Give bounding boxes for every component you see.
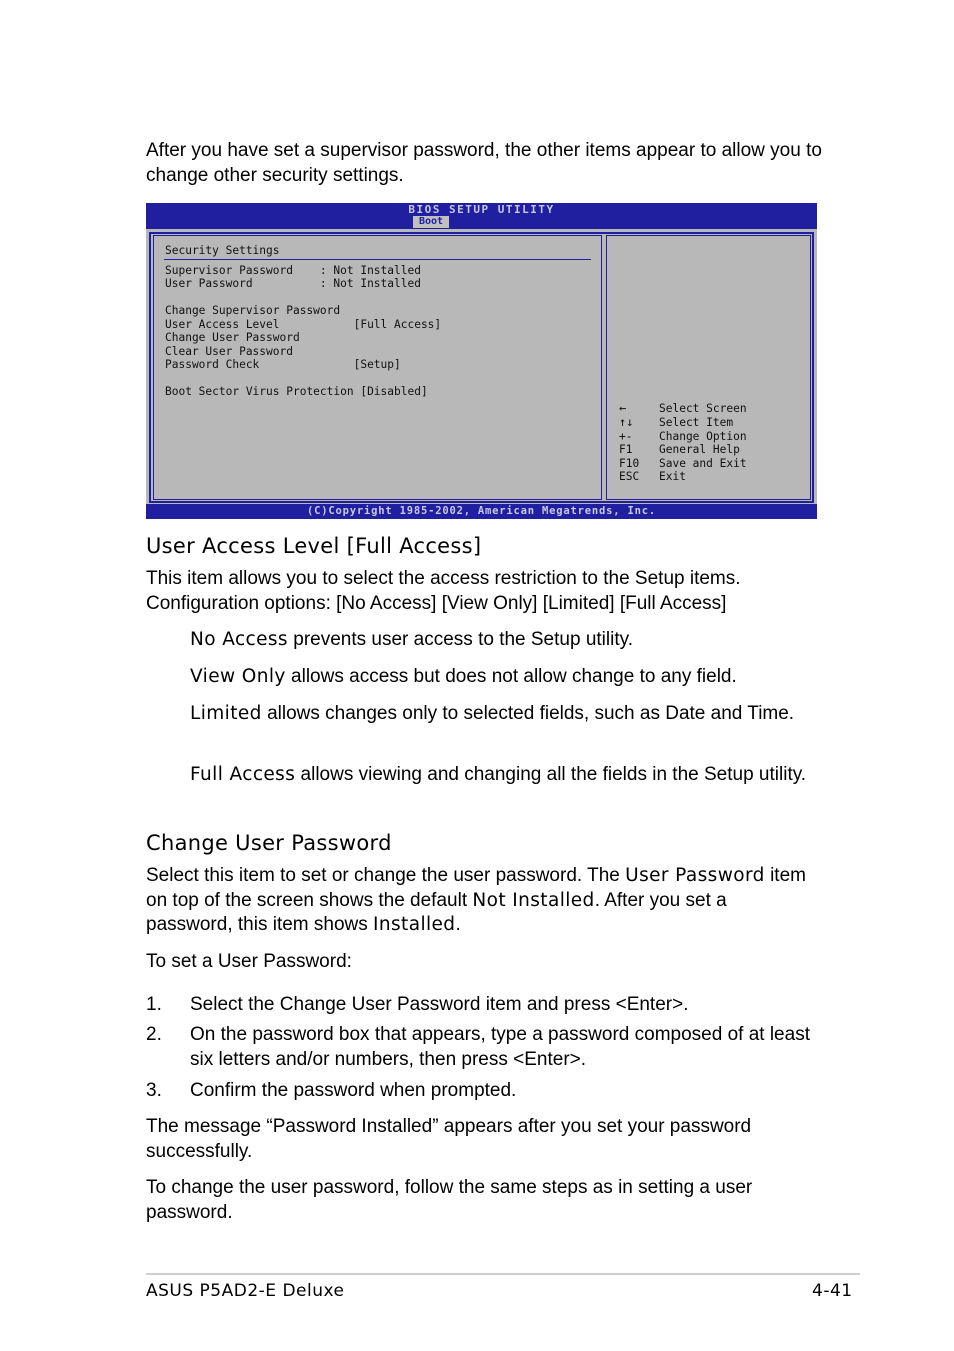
step-text: On the password box that appears, type a password composed of at least six letters and/or numbers, then press <Enter>.	[190, 1024, 810, 1070]
text-run: . After you set a password, this item shows	[146, 889, 727, 935]
option-text: allows access but does not allow change to any field.	[285, 666, 737, 687]
bios-help-key: F1	[619, 443, 633, 456]
bios-help-label: Select Screen	[659, 402, 747, 415]
term-not-installed: Not Installed	[472, 889, 595, 911]
bios-title-bar	[146, 203, 817, 229]
bios-section-title: Security Settings	[165, 244, 280, 257]
bios-supervisor-password: Supervisor Password : Not Installed	[165, 264, 421, 277]
bios-help-key: ESC	[619, 470, 640, 483]
option-item	[190, 702, 800, 727]
option-term: View Only	[190, 666, 286, 687]
bios-title: BIOS SETUP UTILITY	[408, 203, 555, 216]
section-paragraph: To change the user password, follow the same steps as in setting a user password.	[146, 1177, 753, 1223]
bios-screenshot	[146, 203, 817, 519]
bios-user-password: User Password : Not Installed	[165, 277, 421, 290]
option-term: No Access	[190, 629, 288, 650]
bios-change-user-password: Change User Password	[165, 331, 300, 344]
bios-user-access-level: User Access Level [Full Access]	[165, 318, 442, 331]
term-installed: Installed	[373, 914, 456, 935]
bios-copyright: (C)Copyright 1985-2002, American Megatrends, Inc.	[146, 504, 817, 519]
bios-change-supervisor: Change Supervisor Password	[165, 304, 341, 317]
bios-help-key: +-	[619, 430, 633, 443]
option-item	[190, 665, 830, 690]
step-text: Confirm the password when prompted.	[190, 1080, 517, 1101]
bios-boot-sector: Boot Sector Virus Protection [Disabled]	[165, 385, 428, 398]
option-text: prevents user access to the Setup utility.	[287, 629, 633, 650]
bios-help-label: Exit	[659, 470, 686, 483]
up-down-arrow-icon: ↑↓	[619, 415, 634, 429]
intro-paragraph: After you have set a supervisor password, the other items appear to allow you to change other security settings.	[146, 140, 822, 186]
section-description: This item allows you to select the access restriction to the Setup items. Configuration options: [No Access] [View Only] [Limited] [Full Access]	[146, 568, 741, 614]
left-arrow-icon: ←	[619, 401, 627, 415]
bios-help-label: Save and Exit	[659, 457, 747, 470]
option-item	[190, 628, 830, 653]
footer-product: ASUS P5AD2-E Deluxe	[146, 1281, 345, 1301]
section-paragraph: The message “Password Installed” appears after you set your password successfully.	[146, 1116, 752, 1162]
footer-rule	[146, 1273, 860, 1275]
text-run: Select this item to set or change the user password. The	[146, 865, 626, 886]
bios-help-label: Select Item	[659, 416, 734, 429]
bios-section-rule	[164, 259, 591, 260]
step-number: 2.	[146, 1024, 162, 1045]
option-item	[190, 763, 810, 788]
section-paragraph	[146, 864, 816, 938]
bios-help-label: Change Option	[659, 430, 747, 443]
text-run: .	[455, 914, 461, 935]
bios-tab-boot: Boot	[413, 216, 449, 228]
term-user-password: User Password	[625, 865, 765, 886]
bios-help-label: General Help	[659, 443, 740, 456]
option-term: Limited	[190, 703, 262, 724]
step-number: 3.	[146, 1080, 162, 1101]
page-number: 4-41	[812, 1281, 853, 1301]
text-run: item on top of the screen shows the default	[146, 865, 806, 911]
option-term: Full Access	[190, 764, 296, 785]
section-heading: Change User Password	[146, 831, 392, 855]
option-text: allows viewing and changing all the fields in the Setup utility.	[295, 764, 807, 785]
option-text: allows changes only to selected fields, such as Date and Time.	[261, 703, 795, 724]
step-number: 1.	[146, 994, 162, 1015]
bios-clear-user-password: Clear User Password	[165, 345, 293, 358]
bios-password-check: Password Check [Setup]	[165, 358, 401, 371]
section-paragraph: To set a User Password:	[146, 951, 352, 972]
bios-help-key: F10	[619, 457, 640, 470]
section-heading: User Access Level [Full Access]	[146, 534, 482, 558]
step-text: Select the Change User Password item and press <Enter>.	[190, 994, 689, 1015]
